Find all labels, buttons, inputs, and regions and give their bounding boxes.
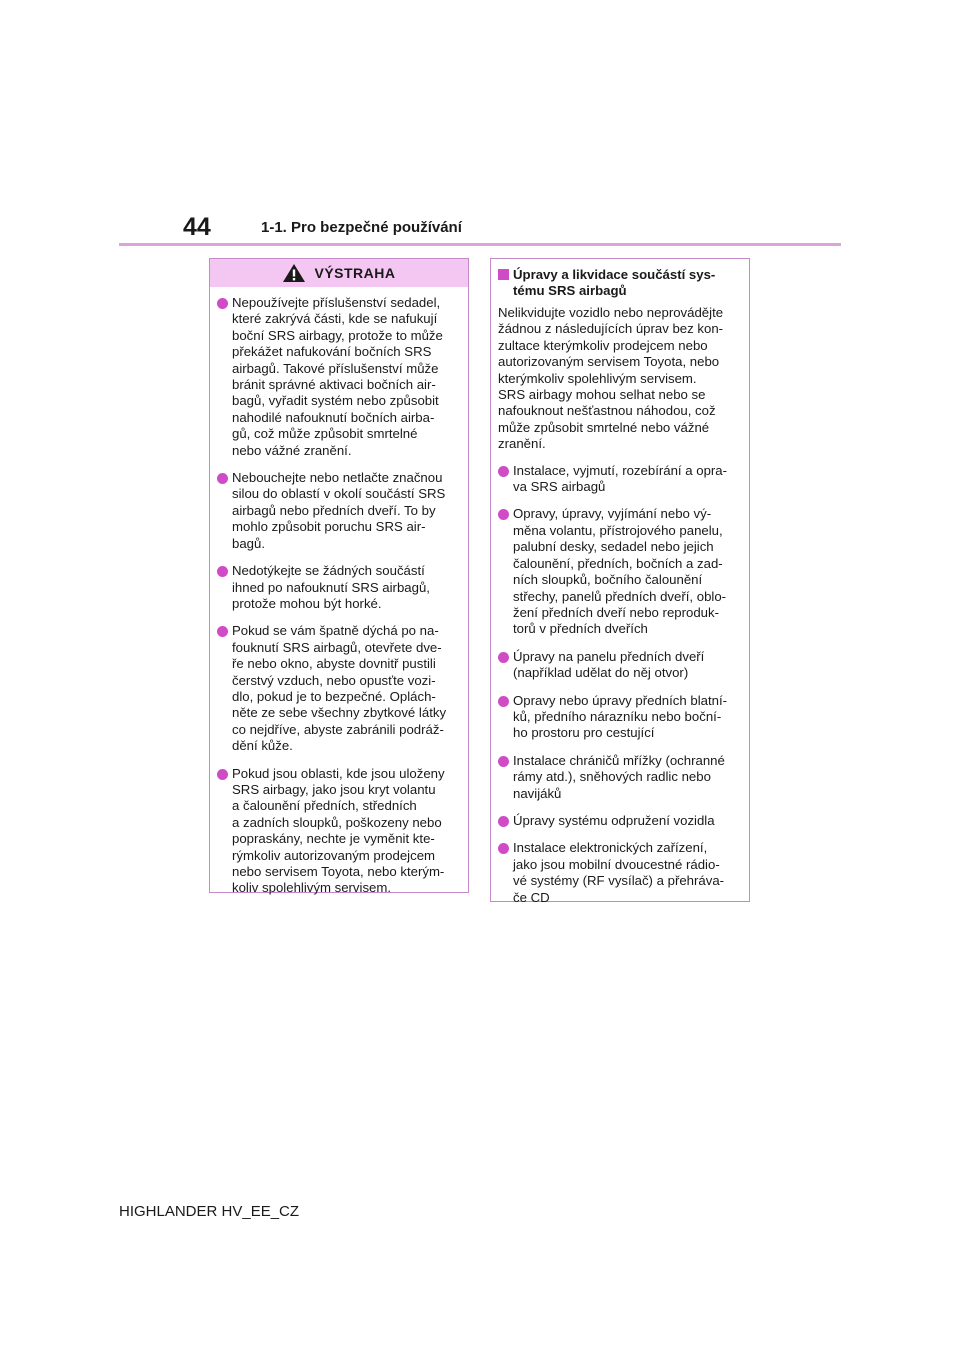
warning-item-text: Nedotýkejte se žádných součástí ihned po nafouknutí SRS airbagů, protože mohou být horké. (232, 563, 430, 611)
modifications-heading-text: Úpravy a likvidace součástí sys- tému SRS airbagů (513, 267, 716, 298)
modifications-intro: Nelikvidujte vozidlo nebo neprovádějte žádnou z následujících úprav bez kon- zultace kterýmkoliv prodejcem nebo autorizovaným servisem Toyota, nebo kterýmkoliv spolehlivým servisem. SRS airbagy mohou selhat nebo se nafouknout nešťastnou náhodou, což může způsobit smrtelné nebo vážné zranění. (498, 305, 724, 452)
modifications-heading (498, 267, 743, 299)
warning-title: VÝSTRAHA (314, 265, 396, 281)
bullet-icon (498, 696, 509, 707)
bullet-icon (498, 756, 509, 767)
modification-item-text: Instalace chráničů mřížky (ochranné rámy atd.), sněhových radlic nebo navijáků (513, 752, 725, 801)
modification-item (498, 506, 743, 637)
warning-item (217, 563, 462, 612)
page-number: 44 (183, 213, 211, 241)
warning-item-text: Nepoužívejte příslušenství sedadel, které zakrývá části, kde se nafukují boční SRS airbagy, protože to může překážet nafukování bočních SRS airbagů. Takové příslušenství může bránit správné aktivaci bočních air- bagů, vyřadit systém nebo způsobit nahodilé nafouknutí bočních airba- gů, což může způsobit smrtelné nebo vážné zranění. (232, 295, 443, 458)
modification-item (498, 840, 743, 906)
bullet-icon (498, 652, 509, 663)
header-rule (119, 243, 841, 246)
modification-item (498, 753, 743, 802)
bullet-icon (217, 769, 228, 780)
bullet-icon (498, 509, 509, 520)
warning-item-text: Pokud jsou oblasti, kde jsou uloženy SRS airbagy, jako jsou kryt volantu a čalounění předních, středních a zadních sloupků, poškozeny nebo popraskány, nechte je vyměnit kte- rýmkoliv autorizovaným prodejcem nebo servisem Toyota, nebo kterým- koliv spolehlivým servisem. (232, 765, 445, 896)
bullet-icon (217, 626, 228, 637)
modification-item (498, 463, 743, 496)
modification-item-text: Opravy nebo úpravy předních blatní- ků, předního nárazníku nebo boční- ho prostoru pro cestující (513, 692, 728, 741)
footer-model: HIGHLANDER HV_EE_CZ (119, 1203, 300, 1220)
warning-header (210, 259, 468, 287)
bullet-icon (217, 298, 228, 309)
modifications-box (490, 258, 750, 905)
bullet-icon (498, 466, 509, 477)
bullet-icon (498, 816, 509, 827)
warning-item (217, 295, 462, 459)
warning-item-text: Nebouchejte nebo netlačte značnou silou do oblastí v okolí součástí SRS airbagů nebo předních dveří. To by mohlo způsobit poruchu SRS air- bagů. (232, 470, 446, 551)
section-title: 1-1. Pro bezpečné používání (261, 219, 462, 236)
warning-item-text: Pokud se vám špatně dýchá po na- fouknutí SRS airbagů, otevřete dve- ře nebo okno, abyste dovnitř pustili čerstvý vzduch, nebo opusťte vozi- dlo, pokud je to bezpečné. Oplách- něte ze sebe všechny zbytkové látky co nejdříve, abyste zabránili podráž- dění kůže. (232, 623, 447, 754)
modification-item (498, 649, 743, 682)
modification-item (498, 693, 743, 742)
warning-item (217, 766, 462, 897)
modification-item-text: Úpravy systému odpružení vozidla (513, 812, 715, 828)
warning-item (217, 623, 462, 754)
bullet-icon (217, 473, 228, 484)
warning-item (217, 470, 462, 552)
modification-item-text: Instalace elektronických zařízení, jako jsou mobilní dvoucestné rádio- vé systémy (RF vysílač) a přehráva- če CD (513, 840, 725, 905)
square-bullet-icon (498, 269, 509, 280)
warning-box (209, 258, 469, 896)
modification-item-text: Úpravy na panelu předních dveří (například udělat do něj otvor) (513, 648, 705, 681)
bullet-icon (217, 566, 228, 577)
warning-triangle-icon (282, 263, 306, 283)
modification-item-text: Opravy, úpravy, vyjímání nebo vý- měna volantu, přístrojového panelu, palubní desky, sedadel nebo jejich čalounění, předních, bočních a zad- ních sloupků, bočního čalounění střechy, panelů předních dveří, oblo- žení předních dveří nebo reproduk- torů v předních dveřích (513, 506, 727, 637)
modification-item-text: Instalace, vyjmutí, rozebírání a opra- va SRS airbagů (513, 462, 728, 495)
bullet-icon (498, 843, 509, 854)
modification-item (498, 813, 743, 829)
warning-items (210, 287, 468, 897)
